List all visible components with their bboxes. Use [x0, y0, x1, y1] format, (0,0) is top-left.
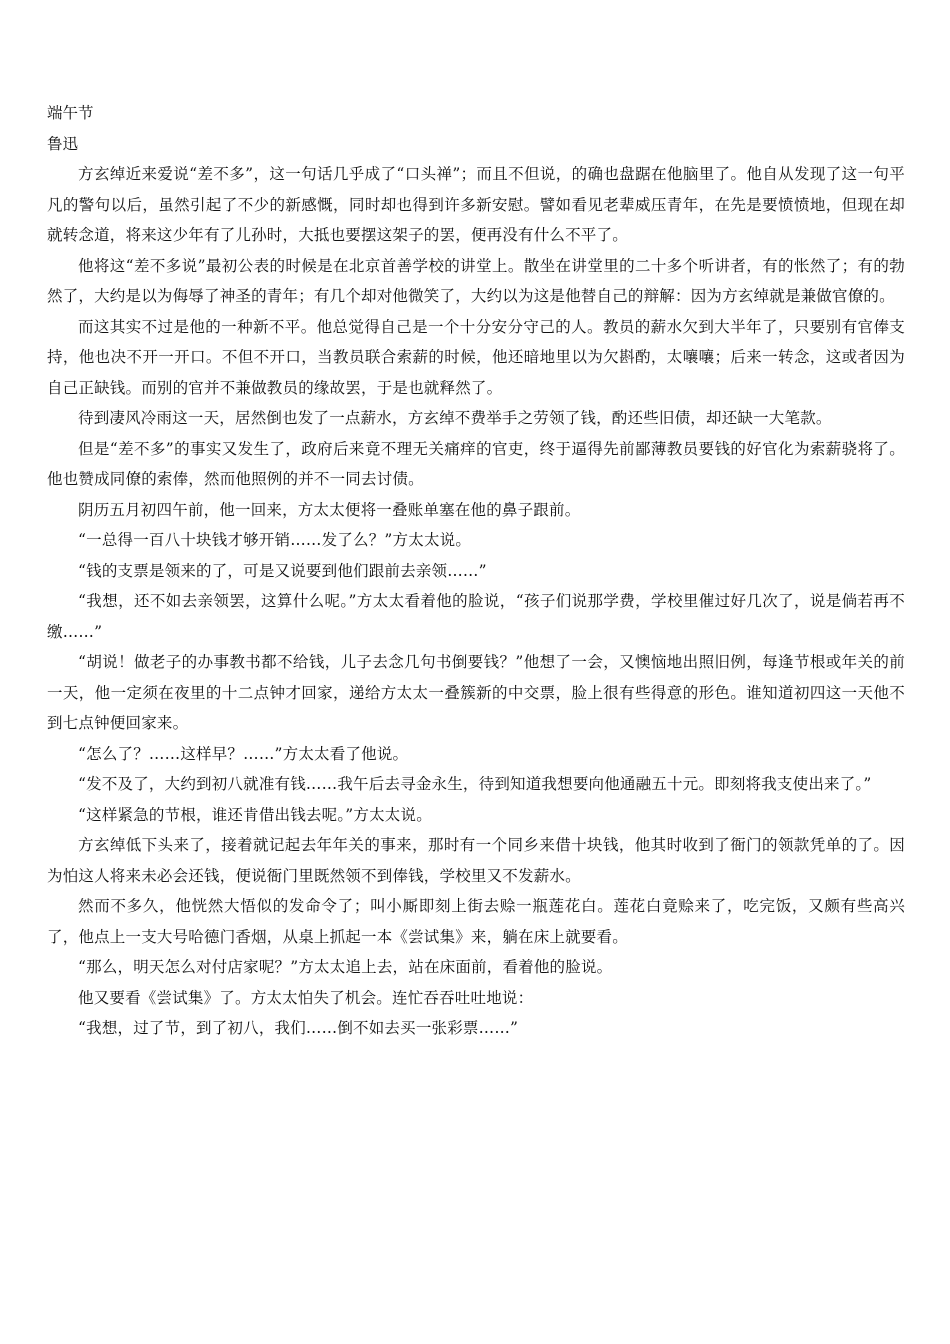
document-page — [47, 98, 905, 1044]
paragraph: 方玄绰低下头来了，接着就记起去年年关的事来，那时有一个同乡来借十块钱，他其时收到了衙门的领款凭单的了。因为怕这人将来未必会还钱，便说衙门里既然领不到俸钱，学校里又不发薪水。 — [47, 836, 905, 885]
paragraph: “胡说！做老子的办事教书都不给钱，儿子去念几句书倒要钱？”他想了一会，又懊恼地出照旧例，每逢节根或年关的前一天，他一定须在夜里的十二点钟才回家，递给方太太一叠簇新的中交票，脸上很有些得意的形色。谁知道初四这一天他不到七点钟便回家来。 — [47, 653, 905, 732]
paragraph: “钱的支票是领来的了，可是又说要到他们跟前去亲领……” — [78, 561, 487, 580]
paragraph: 阴历五月初四午前，他一回来，方太太便将一叠账单塞在他的鼻子跟前。 — [78, 500, 581, 519]
paragraph: 待到凄风冷雨这一天，居然倒也发了一点薪水，方玄绰不费举手之劳领了钱，酌还些旧债，却还缺一大笔款。 — [78, 409, 832, 427]
paragraph: “那么，明天怎么对付店家呢？”方太太追上去，站在床面前，看着他的脸说。 — [78, 958, 613, 976]
document-title: 端午节 — [47, 104, 94, 122]
paragraph: 他将这“差不多说”最初公表的时候是在北京首善学校的讲堂上。散坐在讲堂里的二十多个听讲者，有的怅然了；有的勃然了，大约是以为侮辱了神圣的青年；有几个却对他微笑了，大约以为这是他替自己的辩解：因为方玄绰就是兼做官僚的。 — [47, 256, 905, 305]
document-author: 鲁迅 — [47, 134, 79, 153]
paragraph: “怎么了？……这样早？……”方太太看了他说。 — [78, 744, 409, 763]
paragraph: 而这其实不过是他的一种新不平。他总觉得自己是一个十分安分守己的人。教员的薪水欠到大半年了，只要别有官俸支持，他也决不开一开口。不但不开口，当教员联合索薪的时候，他还暗地里以为欠斟酌，太嚷嚷；后来一转念，这或者因为自己正缺钱。而别的官并不兼做教员的缘故罢，于是也就释然了。 — [47, 317, 905, 397]
paragraph: “我想，过了节，到了初八，我们……倒不如去买一张彩票……” — [78, 1019, 519, 1037]
paragraph: “发不及了，大约到初八就准有钱……我午后去寻金永生，待到知道我想要向他通融五十元。即刻将我支使出来了。” — [78, 775, 872, 793]
paragraph: “一总得一百八十块钱才够开销……发了么？”方太太说。 — [78, 531, 472, 549]
paragraph: 然而不多久，他恍然大悟似的发命令了；叫小厮即刻上街去赊一瓶莲花白。莲花白竟赊来了，吃完饭，又颇有些高兴了，他点上一支大号哈德门香烟，从桌上抓起一本《尝试集》来，躺在床上就要看。 — [47, 897, 905, 946]
paragraph: “我想，还不如去亲领罢，这算什么呢。”方太太看着他的脸说，“孩子们说那学费，学校里催过好几次了，说是倘若再不缴……” — [47, 592, 905, 641]
paragraph: “这样紧急的节根，谁还肯借出钱去呢。”方太太说。 — [78, 805, 432, 824]
paragraph: 方玄绰近来爱说“差不多”，这一句话几乎成了“口头禅”；而且不但说，的确也盘踞在他脑里了。他自从发现了这一句平凡的警句以后，虽然引起了不少的新感慨，同时却也得到许多新安慰。譬如看见老辈威压青年，在先是要愤愤地，但现在却就转念道，将来这少年有了儿孙时，大抵也要摆这架子的罢，便再没有什么不平了。 — [47, 165, 905, 244]
paragraph: 但是“差不多”的事实又发生了，政府后来竟不理无关痛痒的官吏，终于逼得先前鄙薄教员要钱的好官化为索薪骁将了。他也赞成同僚的索俸，然而他照例的并不一同去讨债。 — [47, 439, 905, 488]
paragraph: 他又要看《尝试集》了。方太太怕失了机会。连忙吞吞吐吐地说： — [78, 988, 534, 1007]
